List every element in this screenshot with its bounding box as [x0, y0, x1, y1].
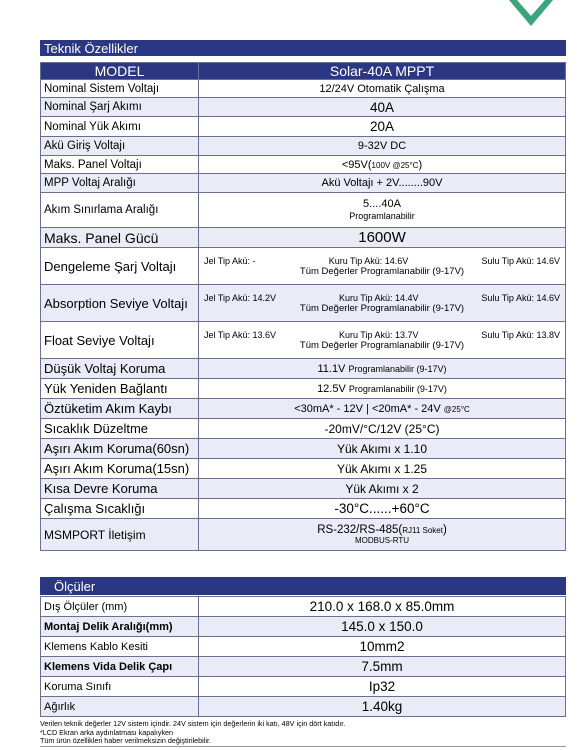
table-row [41, 156, 566, 174]
table-row [41, 459, 566, 479]
table-row [41, 637, 566, 657]
table-row [41, 193, 566, 228]
table-row [41, 697, 566, 717]
table-row [41, 439, 566, 459]
table-row [41, 117, 566, 137]
gel-value: Jel Tip Akü: 14.2V [204, 292, 277, 303]
brand-logo-icon [509, 0, 553, 26]
footnote: *LCD Ekran arka aydınlatması kapalıyken [40, 727, 174, 737]
spec-label: Nominal Sistem Voltajı [41, 80, 199, 98]
spec-value-suffix: ) [418, 158, 423, 171]
spec-label: Montaj Delik Aralığı(mm) [41, 617, 199, 637]
spec-value-main: <30mA* - 12V | <20mA* - 24V [294, 402, 444, 415]
footnote: Verilen teknik değerler 12V sistem içindir. 24V sistem için değerlerin iki katı, 48V için dört katıdır. [40, 719, 346, 728]
section-title-specs: Teknik Özellikler [40, 40, 566, 56]
spec-value: Yük Akımı x 1.10 [199, 439, 566, 459]
spec-value: 10mm2 [199, 637, 566, 657]
table-row [41, 174, 566, 193]
spec-value-main: <95V( [341, 158, 372, 171]
spec-value-note: Tüm Değerler Programlanabilir (9-17V) [299, 265, 465, 277]
spec-label: Aşırı Akım Koruma(15sn) [41, 459, 199, 479]
spec-label: Float Seviye Voltajı [41, 322, 199, 359]
table-row [41, 359, 566, 379]
table-row [41, 657, 566, 677]
spec-label: Dengeleme Şarj Voltajı [41, 248, 199, 285]
table-row [41, 519, 566, 551]
spec-label: Maks. Panel Voltajı [41, 156, 199, 174]
table-row [41, 322, 566, 359]
spec-value: 145.0 x 150.0 [199, 617, 566, 637]
gel-value: Jel Tip Akü: 13.6V [204, 329, 277, 340]
spec-value: 9-32V DC [199, 137, 566, 156]
spec-label: Akü Giriş Voltajı [41, 137, 199, 156]
spec-value: 12/24V Otomatik Çalışma [199, 80, 566, 98]
spec-label: Öztüketim Akım Kaybı [41, 399, 199, 419]
spec-value: 40A [199, 98, 566, 117]
spec-value [199, 359, 566, 379]
table-row [41, 248, 566, 285]
spec-label: Nominal Yük Akımı [41, 117, 199, 137]
spec-value-sub: MODBUS-RTU [354, 536, 410, 545]
spec-label: Dış Ölçüler (mm) [41, 597, 199, 617]
spec-label: MPP Voltaj Aralığı [41, 174, 199, 193]
spec-value-note: RJ11 Soket [402, 526, 443, 535]
spec-value-note: Tüm Değerler Programlanabilir (9-17V) [299, 339, 465, 351]
spec-label: Klemens Kablo Kesiti [41, 637, 199, 657]
spec-value-suffix: ) [442, 524, 447, 536]
spec-value: -30°C......+60°C [199, 499, 566, 519]
spec-label: MSMPORT İletişim [41, 519, 199, 551]
dimensions-table [40, 596, 566, 717]
spec-value: 7.5mm [199, 657, 566, 677]
spec-value-note: 100V @25°C [371, 160, 419, 170]
spec-value [199, 193, 566, 228]
spec-value [199, 379, 566, 399]
spec-label: Klemens Vida Delik Çapı [41, 657, 199, 677]
table-row [41, 597, 566, 617]
gel-value: Jel Tip Akü: - [204, 255, 256, 266]
spec-label: Nominal Şarj Akımı [41, 98, 199, 117]
table-row [41, 80, 566, 98]
wet-value: Sulu Tip Akü: 14.6V [481, 255, 560, 266]
model-value: Solar-40A MPPT [199, 63, 566, 80]
spec-label: Absorption Seviye Voltajı [41, 285, 199, 322]
dry-value: Kuru Tip Akü: 14.4V [338, 292, 419, 303]
table-row [41, 285, 566, 322]
model-label: MODEL [41, 63, 199, 80]
spec-label: Kısa Devre Koruma [41, 479, 199, 499]
spec-value [199, 322, 566, 359]
spec-label: Aşırı Akım Koruma(60sn) [41, 439, 199, 459]
spec-value-main: 11.1V [317, 362, 349, 375]
table-row [41, 419, 566, 439]
spec-value-note: Tüm Değerler Programlanabilir (9-17V) [299, 302, 465, 314]
spec-label: Çalışma Sıcaklığı [41, 499, 199, 519]
section-title-dimensions: Ölçüler [40, 577, 566, 595]
spec-label: Sıcaklık Düzeltme [41, 419, 199, 439]
dry-value: Kuru Tip Akü: 13.7V [338, 329, 419, 340]
divider [40, 746, 566, 747]
spec-label: Maks. Panel Gücü [41, 228, 199, 248]
spec-label: Düşük Voltaj Koruma [41, 359, 199, 379]
spec-value [199, 248, 566, 285]
spec-label: Akım Sınırlama Aralığı [41, 193, 199, 228]
table-row [41, 137, 566, 156]
table-row [41, 499, 566, 519]
table-row [41, 98, 566, 117]
spec-value: 210.0 x 168.0 x 85.0mm [199, 597, 566, 617]
spec-value-main: 12.5V [317, 382, 349, 395]
spec-value: 1.40kg [199, 697, 566, 717]
table-row-model [41, 63, 566, 80]
spec-table [40, 62, 566, 551]
spec-value-main: 5....40A [363, 198, 401, 210]
spec-value [199, 399, 566, 419]
table-row [41, 677, 566, 697]
spec-value-note: Programlanabilir (9-17V) [348, 363, 447, 374]
spec-value [199, 285, 566, 322]
spec-value: 1600W [199, 228, 566, 248]
spec-value-note: @25°C [443, 404, 470, 414]
table-row [41, 479, 566, 499]
dry-value: Kuru Tip Akü: 14.6V [328, 255, 409, 266]
wet-value: Sulu Tip Akü: 13.8V [481, 329, 560, 340]
footnotes [40, 720, 580, 746]
spec-value: 20A [199, 117, 566, 137]
table-row [41, 379, 566, 399]
spec-value-note: Programlanabilir [349, 211, 415, 221]
spec-value [199, 519, 566, 551]
spec-value [199, 156, 566, 174]
spec-value: -20mV/°C/12V (25°C) [199, 419, 566, 439]
table-row [41, 617, 566, 637]
spec-label: Koruma Sınıfı [41, 677, 199, 697]
spec-value-main: RS-232/RS-485( [317, 524, 403, 536]
spec-value: Yük Akımı x 1.25 [199, 459, 566, 479]
table-row [41, 228, 566, 248]
footnote: Tüm ürün özellikleri haber verilmeksizin değiştirilebilir. [40, 736, 211, 746]
wet-value: Sulu Tip Akü: 14.6V [481, 292, 560, 303]
spec-label: Ağırlık [41, 697, 199, 717]
table-row [41, 399, 566, 419]
spec-value: Akü Voltajı + 2V........90V [199, 174, 566, 193]
spec-value: Yük Akımı x 2 [199, 479, 566, 499]
spec-label: Yük Yeniden Bağlantı [41, 379, 199, 399]
spec-value-note: Programlanabilir (9-17V) [348, 383, 447, 394]
spec-value: Ip32 [199, 677, 566, 697]
